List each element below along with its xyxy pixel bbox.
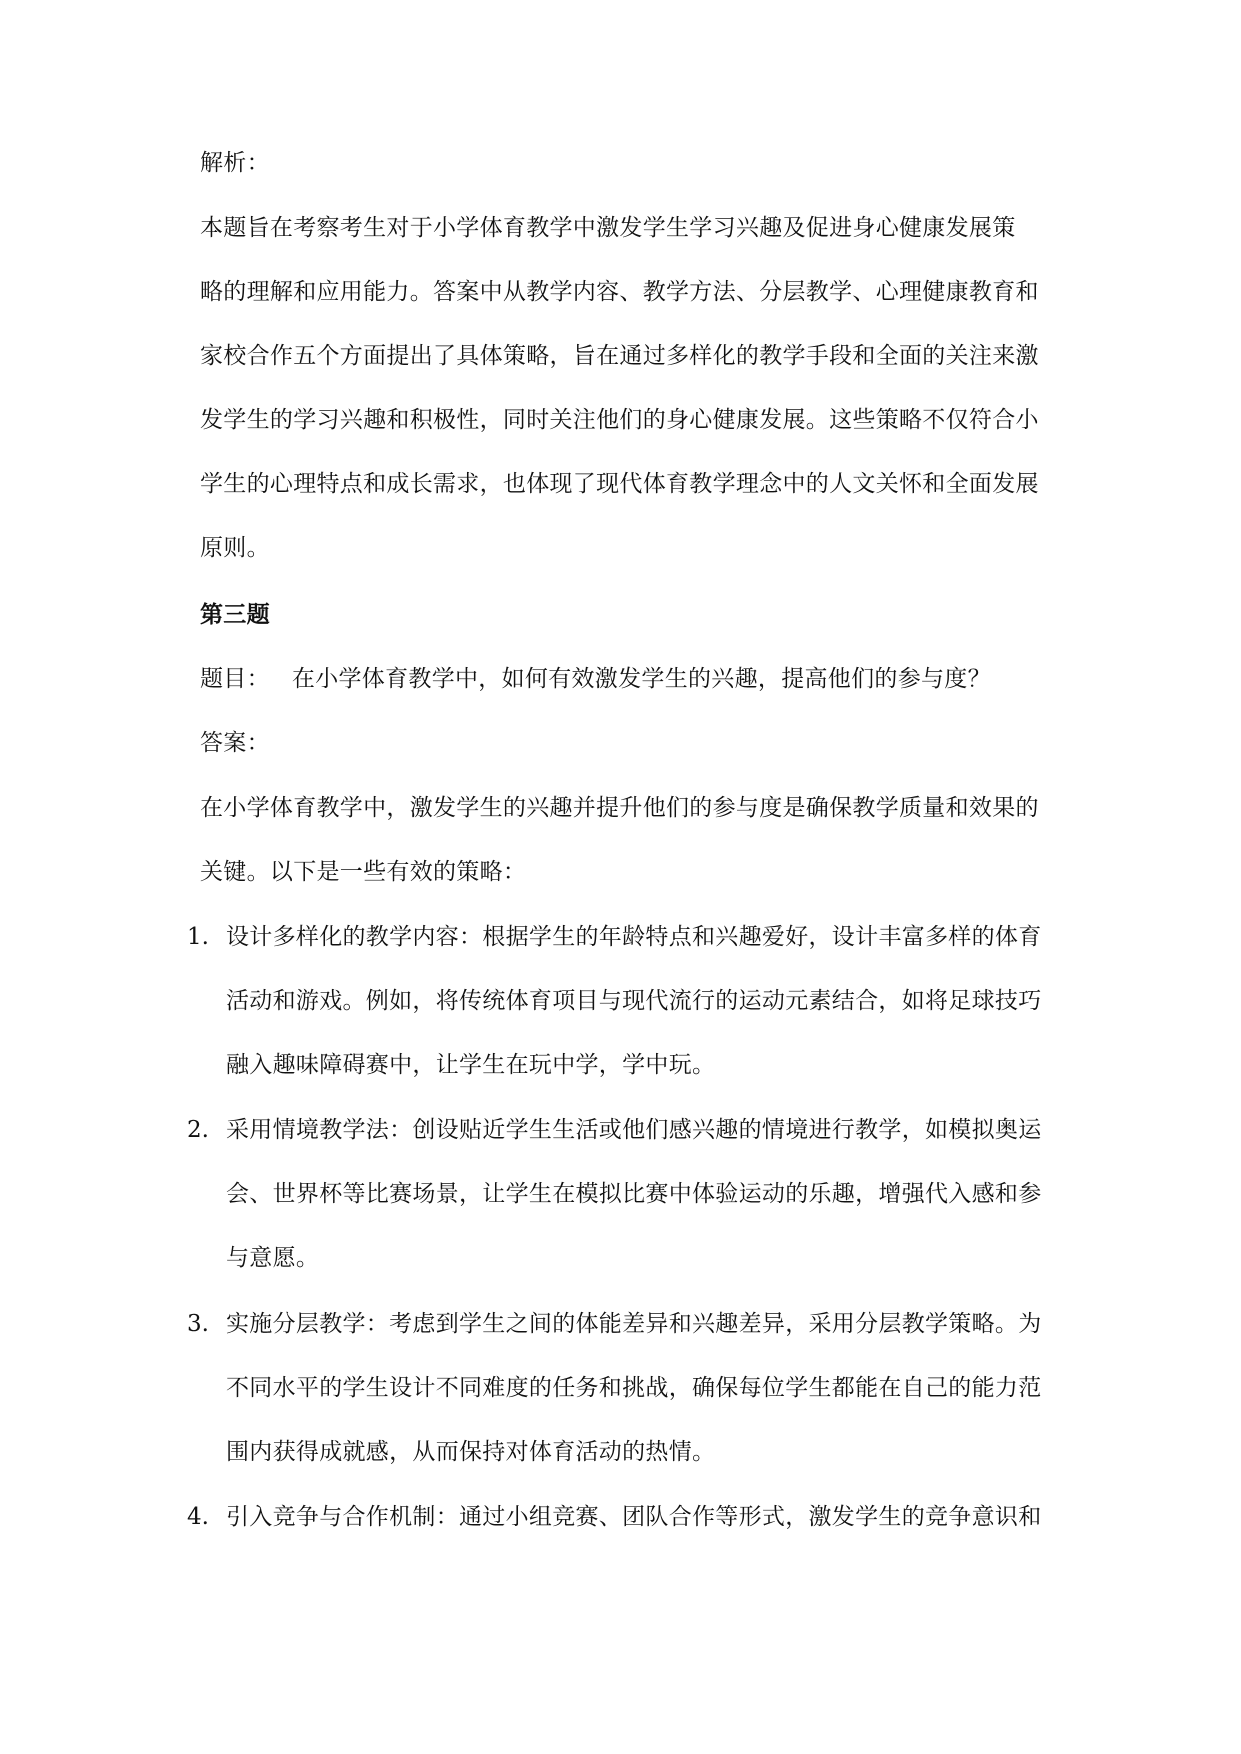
list-item-number: 4.: [187, 1504, 209, 1530]
question-text: 在小学体育教学中，如何有效激发学生的兴趣，提高他们的参与度？: [291, 666, 991, 692]
list-item-line: 采用情境教学法：创设贴近学生生活或他们感兴趣的情境进行教学，如模拟奥运: [226, 1117, 1042, 1143]
list-item-line: 设计多样化的教学内容：根据学生的年龄特点和兴趣爱好，设计丰富多样的体育: [226, 924, 1042, 950]
analysis-line: 学生的心理特点和成长需求，也体现了现代体育教学理念中的人文关怀和全面发展: [200, 471, 1039, 497]
list-item-line: 融入趣味障碍赛中，让学生在玩中学，学中玩。: [226, 1052, 716, 1078]
list-item-line: 实施分层教学：考虑到学生之间的体能差异和兴趣差异，采用分层教学策略。为: [226, 1311, 1042, 1337]
list-item-number: 1.: [187, 924, 209, 950]
question-label: 题目：: [200, 666, 270, 692]
list-item-line: 不同水平的学生设计不同难度的任务和挑战，确保每位学生都能在自己的能力范: [226, 1375, 1042, 1401]
list-item-line: 与意愿。: [226, 1245, 320, 1271]
question-line: [200, 664, 991, 694]
analysis-line: 原则。: [200, 535, 270, 561]
list-item-line: 活动和游戏。例如，将传统体育项目与现代流行的运动元素结合，如将足球技巧: [226, 988, 1042, 1014]
intro-line: 关键。以下是一些有效的策略：: [200, 859, 527, 885]
list-item-line: 会、世界杯等比赛场景，让学生在模拟比赛中体验运动的乐趣，增强代入感和参: [226, 1181, 1042, 1207]
section-title: 第三题: [200, 601, 270, 628]
answer-label: 答案：: [200, 730, 270, 756]
list-item-line: 引入竞争与合作机制：通过小组竞赛、团队合作等形式，激发学生的竞争意识和: [226, 1504, 1042, 1530]
list-item-number: 2.: [187, 1117, 209, 1143]
analysis-line: 略的理解和应用能力。答案中从教学内容、教学方法、分层教学、心理健康教育和: [200, 279, 1039, 305]
analysis-line: 本题旨在考察考生对于小学体育教学中激发学生学习兴趣及促进身心健康发展策: [200, 215, 1016, 241]
analysis-line: 发学生的学习兴趣和积极性，同时关注他们的身心健康发展。这些策略不仅符合小: [200, 407, 1039, 433]
list-item-number: 3.: [187, 1311, 209, 1337]
intro-line: 在小学体育教学中，激发学生的兴趣并提升他们的参与度是确保教学质量和效果的: [200, 795, 1039, 821]
list-item-line: 围内获得成就感，从而保持对体育活动的热情。: [226, 1439, 716, 1465]
analysis-label: 解析：: [200, 150, 270, 176]
analysis-line: 家校合作五个方面提出了具体策略，旨在通过多样化的教学手段和全面的关注来激: [200, 343, 1039, 369]
